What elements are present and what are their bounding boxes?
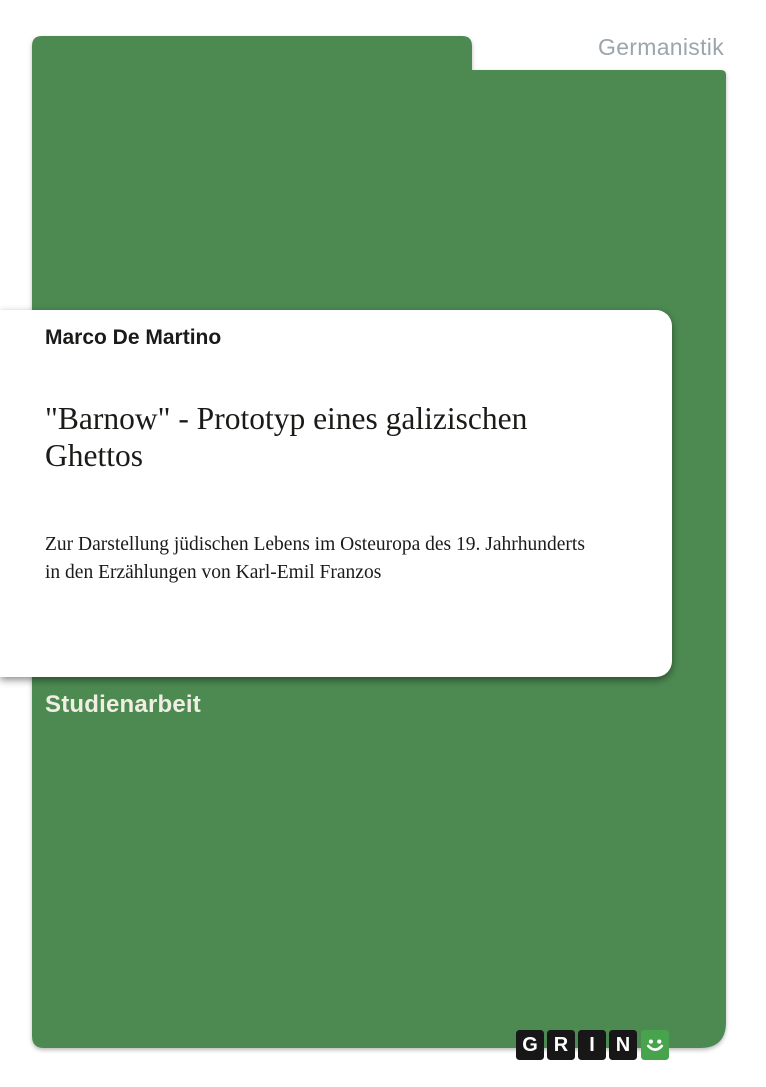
logo-tile-r: R bbox=[547, 1030, 575, 1060]
book-subtitle-line2: in den Erzählungen von Karl-Emil Franzos bbox=[45, 562, 382, 583]
grin-smiley-icon bbox=[643, 1033, 667, 1057]
author-name: Marco De Martino bbox=[45, 326, 222, 349]
book-title-line1: "Barnow" - Prototyp eines galizischen bbox=[45, 401, 528, 436]
logo-tile-n: N bbox=[609, 1030, 637, 1060]
category-label: Germanistik bbox=[598, 34, 724, 60]
book-subtitle-line1: Zur Darstellung jüdischen Lebens im Osteuropa des 19. Jahrhunderts bbox=[45, 534, 585, 555]
logo-tile-g: G bbox=[516, 1030, 544, 1060]
logo-tile-i: I bbox=[578, 1030, 606, 1060]
worktype-label: Studienarbeit bbox=[45, 691, 201, 718]
grin-logo bbox=[516, 1030, 669, 1060]
book-subtitle bbox=[45, 531, 665, 587]
book-title-line2: Ghettos bbox=[45, 438, 143, 473]
title-card bbox=[0, 310, 672, 677]
smiley-tile bbox=[641, 1030, 669, 1060]
book-title bbox=[45, 400, 655, 474]
